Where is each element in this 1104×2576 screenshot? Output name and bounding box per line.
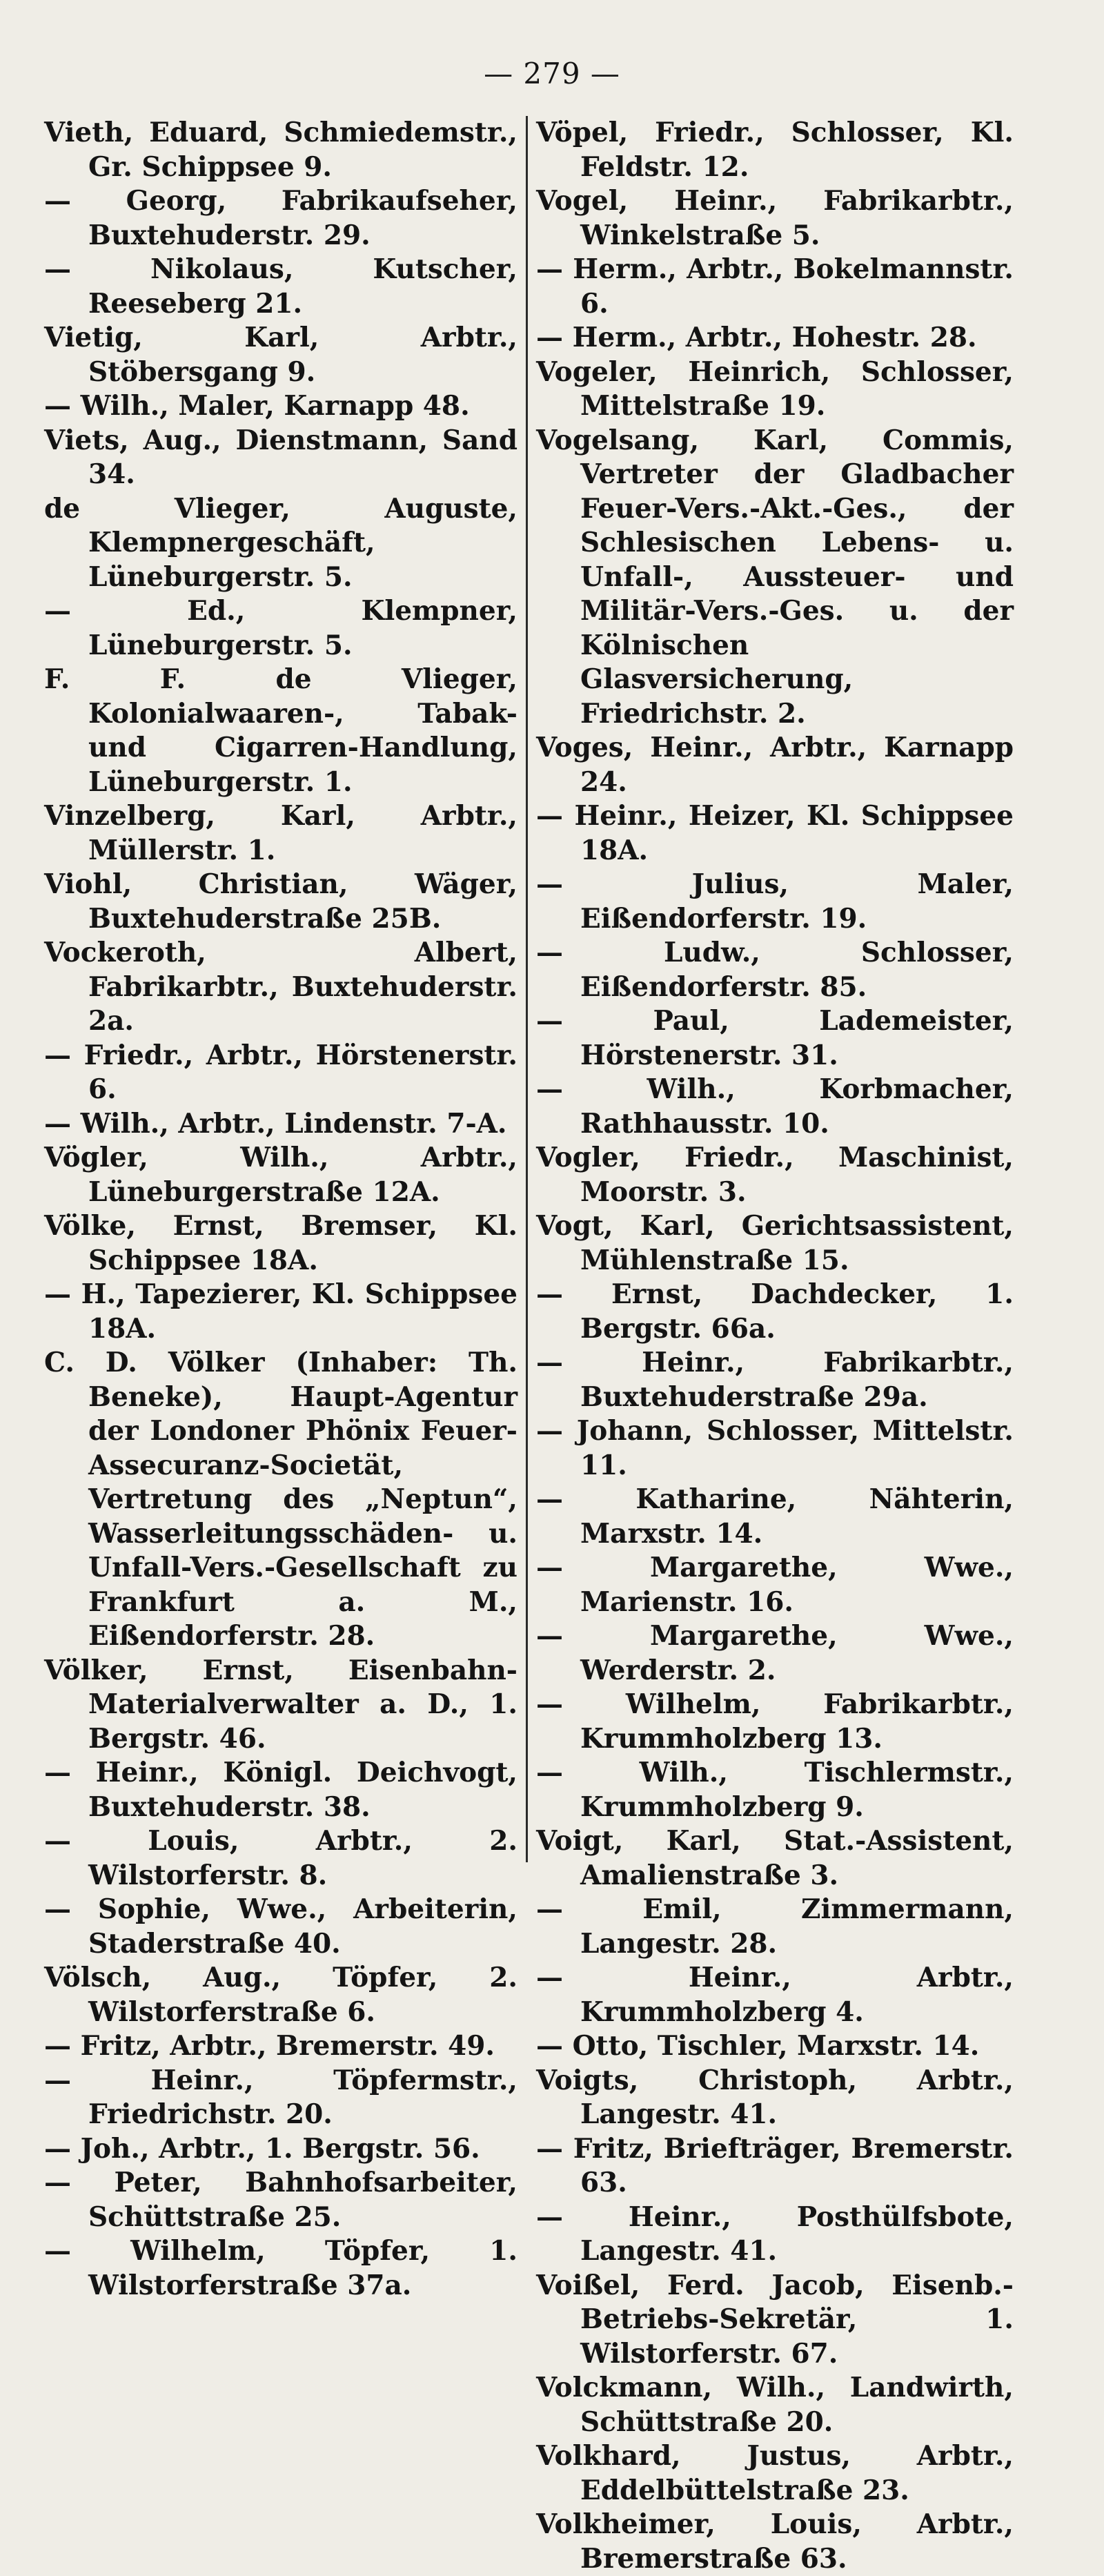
directory-entry: Viohl, Christian, Wäger, Buxtehuderstraße 25B. [44, 868, 518, 935]
directory-entry: Voigts, Christoph, Arbtr., Langestr. 41. [536, 2064, 1014, 2130]
directory-entry: — Wilh., Tischlermstr., Krummholzberg 9. [536, 1757, 1014, 1823]
directory-entry: — Otto, Tischler, Marxstr. 14. [536, 2030, 980, 2062]
directory-entry: — Heinr., Fabrikarbtr., Buxtehuderstraße 29a. [536, 1347, 1014, 1413]
directory-entry: Viets, Aug., Dienstmann, Sand 34. [44, 424, 518, 490]
directory-entry: — Ernst, Dachdecker, 1. Bergstr. 66a. [536, 1278, 1014, 1345]
directory-entry: — Wilh., Arbtr., Lindenstr. 7-A. [44, 1107, 507, 1140]
directory-entry: — Fritz, Briefträger, Bremerstr. 63. [536, 2132, 1014, 2198]
directory-entry: Voißel, Ferd. Jacob, Eisenb.-Betriebs-Sekretär, 1. Wilstorferstr. 67. [536, 2269, 1014, 2370]
directory-entry: — Fritz, Arbtr., Bremerstr. 49. [44, 2030, 495, 2062]
directory-entry: — Heinr., Königl. Deichvogt, Buxtehuderstr. 38. [44, 1757, 518, 1823]
directory-entry: — Julius, Maler, Eißendorferstr. 19. [536, 868, 1014, 935]
directory-entry: — Wilhelm, Töpfer, 1. Wilstorferstraße 37a. [44, 2235, 518, 2301]
directory-entry: — Margarethe, Wwe., Marienstr. 16. [536, 1552, 1014, 1618]
directory-entry: Vogel, Heinr., Fabrikarbtr., Winkelstraße 5. [536, 185, 1014, 251]
directory-entry: Volckmann, Wilh., Landwirth, Schüttstraße 20. [536, 2372, 1014, 2438]
directory-entry: — Heinr., Töpfermstr., Friedrichstr. 20. [44, 2064, 518, 2130]
directory-entry: Vogeler, Heinrich, Schlosser, Mittelstraße 19. [536, 355, 1014, 422]
directory-entry: Vinzelberg, Karl, Arbtr., Müllerstr. 1. [44, 800, 518, 866]
directory-entry: — Heinr., Heizer, Kl. Schippsee 18A. [536, 800, 1014, 866]
directory-entry: Vogelsang, Karl, Commis, Vertreter der Gladbacher Feuer-Vers.-Akt.-Ges., der Schlesischen Lebens- u. Unfall-, Aussteuer- und Militär-Vers.-Ges. u. der Kölnischen Glasversicherung, Friedrichstr. 2. [536, 424, 1014, 730]
directory-entry: — Katharine, Nähterin, Marxstr. 14. [536, 1483, 1014, 1550]
directory-entry: Vögler, Wilh., Arbtr., Lüneburgerstraße 12A. [44, 1142, 518, 1208]
directory-entry: Vöpel, Friedr., Schlosser, Kl. Feldstr. 12. [536, 117, 1014, 183]
directory-entry: Vieth, Eduard, Schmiedemstr., Gr. Schippsee 9. [44, 117, 518, 183]
column-divider [526, 116, 528, 1862]
directory-entry: — Wilh., Maler, Karnapp 48. [44, 390, 470, 422]
directory-entry: Volkhard, Justus, Arbtr., Eddelbüttelstraße 23. [536, 2440, 1014, 2506]
directory-entry: — H., Tapezierer, Kl. Schippsee 18A. [44, 1278, 518, 1345]
directory-entry: de Vlieger, Auguste, Klempnergeschäft, Lüneburgerstr. 5. [44, 492, 518, 593]
directory-entry: — Herm., Arbtr., Hohestr. 28. [536, 322, 977, 353]
page-number: — 279 — [484, 57, 620, 90]
directory-entry: — Johann, Schlosser, Mittelstr. 11. [536, 1415, 1014, 1481]
directory-entry: — Sophie, Wwe., Arbeiterin, Staderstraße 40. [44, 1893, 518, 1960]
directory-entry: — Emil, Zimmermann, Langestr. 28. [536, 1893, 1014, 1960]
left-column [44, 116, 518, 2303]
directory-entry: — Heinr., Arbtr., Krummholzberg 4. [536, 1962, 1014, 2028]
directory-entry: Vockeroth, Albert, Fabrikarbtr., Buxtehuderstr. 2a. [44, 937, 518, 1037]
directory-entry: — Margarethe, Wwe., Werderstr. 2. [536, 1620, 1014, 1686]
directory-entry: Vietig, Karl, Arbtr., Stöbersgang 9. [44, 322, 518, 388]
directory-entry: — Ludw., Schlosser, Eißendorferstr. 85. [536, 937, 1014, 1003]
directory-entry: — Friedr., Arbtr., Hörstenerstr. 6. [44, 1039, 518, 1105]
directory-entry: — Herm., Arbtr., Bokelmannstr. 6. [536, 253, 1014, 320]
directory-entry: — Georg, Fabrikaufseher, Buxtehuderstr. 29. [44, 185, 518, 251]
directory-entry: — Heinr., Posthülfsbote, Langestr. 41. [536, 2201, 1014, 2267]
directory-entry: Voigt, Karl, Stat.-Assistent, Amalienstraße 3. [536, 1825, 1014, 1891]
right-column [536, 116, 1014, 2576]
directory-entry: — Joh., Arbtr., 1. Bergstr. 56. [44, 2132, 480, 2165]
directory-entry: — Louis, Arbtr., 2. Wilstorferstr. 8. [44, 1825, 518, 1891]
directory-entry: — Wilhelm, Fabrikarbtr., Krummholzberg 13. [536, 1688, 1014, 1755]
directory-entry: — Peter, Bahnhofsarbeiter, Schüttstraße 25. [44, 2167, 518, 2233]
directory-entry: F. F. de Vlieger, Kolonialwaaren-, Tabak- und Cigarren-Handlung, Lüneburgerstr. 1. [44, 663, 518, 798]
directory-entry: — Wilh., Korbmacher, Rathhausstr. 10. [536, 1073, 1014, 1140]
directory-entry: C. D. Völker (Inhaber: Th. Beneke), Haupt-Agentur der Londoner Phönix Feuer-Assecuranz-Societät, Vertretung des „Neptun“, Wasserleitungsschäden- u. Unfall-Vers.-Gesellschaft zu Frankfurt a. M., Eißendorferstr. 28. [44, 1347, 518, 1652]
directory-entry: Völsch, Aug., Töpfer, 2. Wilstorferstraße 6. [44, 1962, 518, 2028]
directory-entry: Voges, Heinr., Arbtr., Karnapp 24. [536, 732, 1014, 798]
directory-entry: — Nikolaus, Kutscher, Reeseberg 21. [44, 253, 518, 320]
directory-entry: Völke, Ernst, Bremser, Kl. Schippsee 18A. [44, 1210, 518, 1276]
directory-entry: Volkheimer, Louis, Arbtr., Bremerstraße 63. [536, 2508, 1014, 2575]
directory-entry: Vogt, Karl, Gerichtsassistent, Mühlenstraße 15. [536, 1210, 1014, 1276]
directory-entry: — Paul, Lademeister, Hörstenerstr. 31. [536, 1005, 1014, 1071]
directory-entry: Vogler, Friedr., Maschinist, Moorstr. 3. [536, 1142, 1014, 1208]
directory-entry: — Ed., Klempner, Lüneburgerstr. 5. [44, 595, 518, 661]
directory-entry: Völker, Ernst, Eisenbahn-Materialverwalter a. D., 1. Bergstr. 46. [44, 1654, 518, 1755]
